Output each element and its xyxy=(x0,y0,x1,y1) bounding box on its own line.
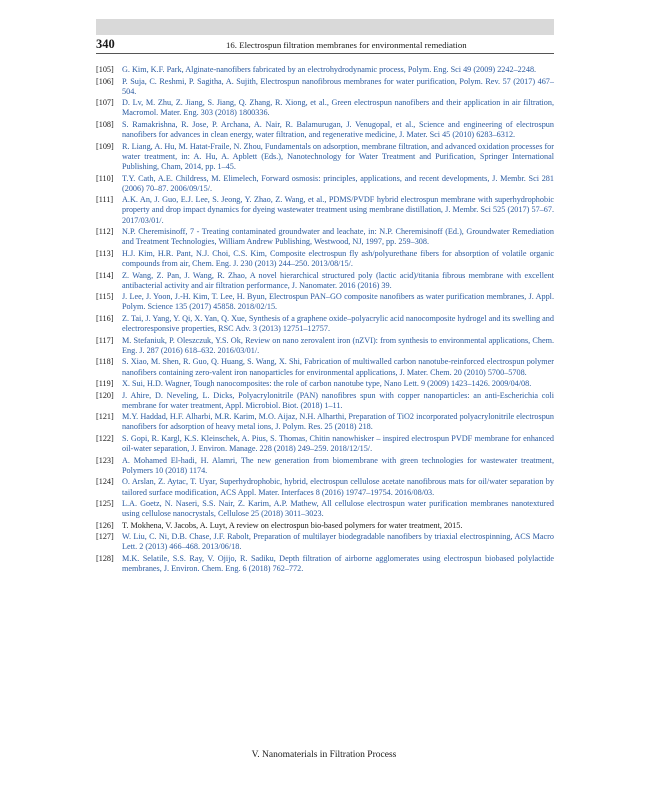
reference-item xyxy=(96,336,554,356)
reference-text[interactable]: T.Y. Cath, A.E. Childress, M. Elimelech, Forward osmosis: principles, applications, and recent developments, J. Membr. Sci 281 (2006) 70–87. 2006/09/15/. xyxy=(122,173,554,193)
reference-text[interactable]: G. Kim, K.F. Park, Alginate-nanofibers fabricated by an electrohydrodynamic process, Polym. Eng. Sci 49 (2009) 2242–2248. xyxy=(122,65,537,74)
reference-text[interactable]: R. Liang, A. Hu, M. Hatat-Fraile, N. Zhou, Fundamentals on adsorption, membrane filtration, and advanced oxidation processes for water treatment, in: A. Hu, A. Apblett (Eds.), Nanotechnology for Water Treatment and Purification, Springer International Publishing, Cham, 2014, pp. 1–45. xyxy=(122,141,554,172)
part-title-footer: V. Nanomaterials in Filtration Process xyxy=(251,750,397,760)
reference-item xyxy=(96,120,554,140)
reference-text[interactable]: S. Gopi, R. Kargl, K.S. Kleinschek, A. Pius, S. Thomas, Chitin nanowhisker – inspired electrospun PVDF membrane for enhanced oil-water separation, J. Environ. Manage. 228 (2018) 249–259. 2018/12/15/. xyxy=(122,433,554,454)
reference-item xyxy=(96,379,554,389)
reference-number: [120] xyxy=(96,390,114,400)
reference-item xyxy=(96,174,554,194)
reference-number: [126] xyxy=(96,520,114,530)
reference-text[interactable]: L.A. Goetz, N. Naseri, S.S. Nair, Z. Karim, A.P. Mathew, All cellulose electrospun water purification membranes nanotextured using cellulose nanocrystals, Cellulose 25 (2018) 3011–3023. xyxy=(122,499,554,519)
reference-text[interactable]: W. Liu, C. Ni, D.B. Chase, J.F. Rabolt, Preparation of multilayer biodegradable nanofibers by triaxial electrospinning, ACS Macro Lett. 2 (2013) 466–468. 2013/06/18. xyxy=(122,532,554,552)
reference-number: [116] xyxy=(96,313,114,323)
reference-number: [112] xyxy=(96,227,114,237)
page-number: 340 xyxy=(96,37,115,51)
reference-item xyxy=(96,249,554,269)
reference-item xyxy=(96,195,554,226)
reference-number: [122] xyxy=(96,433,114,443)
reference-text[interactable]: H.J. Kim, H.R. Pant, N.J. Choi, C.S. Kim, Composite electrospun fly ash/polyurethane fibers for absorption of volatile organic compounds from air, Chem. Eng. J. 230 (2013) 244–250. 2013/08/15/. xyxy=(122,248,554,269)
reference-text[interactable]: D. Lv, M. Zhu, Z. Jiang, S. Jiang, Q. Zhang, R. Xiong, et al., Green electrospun nanofibers and their application in air filtration, Macromol. Mater. Eng. 303 (2018) 1800336. xyxy=(122,98,554,118)
reference-number: [127] xyxy=(96,532,114,542)
reference-text[interactable]: M.K. Selatile, S.S. Ray, V. Ojijo, R. Sadiku, Depth filtration of airborne agglomerates using electrospun biobased polylactide membranes, J. Environ. Chem. Eng. 6 (2018) 762–772. xyxy=(122,553,554,574)
reference-text[interactable]: S. Ramakrishna, R. Jose, P. Archana, A. Nair, R. Balamurugan, J. Venugopal, et al., Science and engineering of electrospun nanofibers for advances in clean energy, water filtration, and regenerative medicine, J. Mater. Sci 45 (2010) 6283–6312. xyxy=(122,119,554,140)
reference-text[interactable]: X. Sui, H.D. Wagner, Tough nanocomposites: the role of carbon nanotube type, Nano Lett. 9 (2009) 1423–1426. 2009/04/08. xyxy=(122,379,532,389)
reference-item xyxy=(96,532,554,552)
reference-text[interactable]: S. Xiao, M. Shen, R. Guo, Q. Huang, S. Wang, X. Shi, Fabrication of multiwalled carbon nanotube-reinforced electrospun polymer nanofibers containing zero-valent iron nanoparticles for environmental applications, J. Mater. Chem. 20 (2010) 5700–5708. xyxy=(122,357,554,377)
reference-item xyxy=(96,434,554,454)
reference-text[interactable]: N.P. Cheremisinoff, 7 - Treating contaminated groundwater and leachate, in: N.P. Cheremisinoff (Ed.), Groundwater Remediation and Treatment Technologies, William Andrew Publishing, Westwood, NJ, 1997, pp. 259–308. xyxy=(122,227,554,247)
reference-number: [128] xyxy=(96,553,114,563)
reference-text[interactable]: M.Y. Haddad, H.F. Alharbi, M.R. Karim, M.O. Aijaz, N.H. Alharthi, Preparation of TiO2 incorporated polyacrylonitrile electrospun nanofibers for adsorption of heavy metal ions, J. Polym. Res. 25 (2018) 218. xyxy=(122,412,554,432)
reference-text[interactable]: P. Suja, C. Reshmi, P. Sagitha, A. Sujith, Electrospun nanofibrous membranes for water purification, Polym. Rev. 57 (2017) 467–504. xyxy=(122,76,554,96)
reference-item xyxy=(96,142,554,173)
reference-text[interactable]: M. Stefaniuk, P. Oleszczuk, Y.S. Ok, Review on nano zerovalent iron (nZVI): from synthesis to environmental applications, Chem. Eng. J. 287 (2016) 618–632. 2016/03/01/. xyxy=(122,335,554,355)
reference-item xyxy=(96,292,554,312)
reference-item xyxy=(96,521,554,531)
reference-text: T. Mokhena, V. Jacobs, A. Luyt, A review on electrospun bio-based polymers for water treatment, 2015. xyxy=(122,520,463,530)
reference-item xyxy=(96,456,554,476)
header-bar xyxy=(96,19,554,35)
reference-text[interactable]: Z. Tai, J. Yang, Y. Qi, X. Yan, Q. Xue, Synthesis of a graphene oxide–polyacrylic acid nanocomposite hydrogel and its swelling and electroresponsive properties, RSC Adv. 3 (2013) 12751–12757. xyxy=(122,313,554,334)
reference-number: [115] xyxy=(96,292,114,302)
reference-item xyxy=(96,65,554,75)
reference-item xyxy=(96,554,554,574)
reference-number: [108] xyxy=(96,119,114,129)
reference-number: [111] xyxy=(96,195,114,205)
reference-item xyxy=(96,314,554,334)
reference-number: [109] xyxy=(96,141,114,151)
reference-text[interactable]: A.K. An, J. Guo, E.J. Lee, S. Jeong, Y. Zhao, Z. Wang, et al., PDMS/PVDF hybrid electrospun membrane with superhydrophobic property and drop impact dynamics for dyeing wastewater treatment using membrane distillation, J. Membr. Sci 525 (2017) 57–67. 2017/03/01/. xyxy=(122,195,554,225)
reference-text[interactable]: J. Ahire, D. Neveling, L. Dicks, Polyacrylonitrile (PAN) nanofibres spun with copper nanoparticles: an anti-Escherichia coli membrane for water treatment, Appl. Microbiol. Biot. (2018) 1–11. xyxy=(122,390,554,410)
reference-item xyxy=(96,227,554,247)
reference-item xyxy=(96,271,554,291)
reference-item xyxy=(96,391,554,411)
reference-list xyxy=(96,65,554,576)
reference-item xyxy=(96,98,554,118)
reference-number: [117] xyxy=(96,335,114,345)
reference-text[interactable]: J. Lee, J. Yoon, J.-H. Kim, T. Lee, H. Byun, Electrospun PAN–GO composite nanofibers as water purification membranes, J. Appl. Polym. Science 135 (2017) 45858. 2018/02/15. xyxy=(122,292,554,312)
reference-number: [121] xyxy=(96,412,114,422)
reference-number: [123] xyxy=(96,455,114,465)
reference-text[interactable]: Z. Wang, Z. Pan, J. Wang, R. Zhao, A novel hierarchical structured poly (lactic acid)/titania fibrous membrane with excellent antibacterial activity and air filtration performance, J. Nanomater. 2016 (2016) 39. xyxy=(122,270,554,290)
reference-number: [107] xyxy=(96,98,114,108)
reference-number: [114] xyxy=(96,270,114,280)
reference-number: [119] xyxy=(96,379,114,389)
reference-number: [118] xyxy=(96,357,114,367)
reference-text[interactable]: O. Arslan, Z. Aytac, T. Uyar, Superhydrophobic, hybrid, electrospun cellulose acetate nanofibrous mats for oil/water separation by tailored surface modification, ACS Appl. Mater. Interfaces 8 (2016) 19747–19754. 2016/08/03. xyxy=(122,477,554,497)
reference-number: [124] xyxy=(96,477,114,487)
reference-item xyxy=(96,357,554,377)
reference-number: [113] xyxy=(96,248,114,258)
reference-item xyxy=(96,77,554,97)
reference-item xyxy=(96,477,554,497)
reference-item xyxy=(96,412,554,432)
reference-number: [105] xyxy=(96,65,114,74)
reference-text[interactable]: A. Mohamed El-hadi, H. Alamri, The new generation from biomembrane with green technologies for wastewater treatment, Polymers 10 (2018) 1174. xyxy=(122,455,554,475)
reference-number: [110] xyxy=(96,173,114,183)
reference-number: [106] xyxy=(96,76,114,86)
running-title: 16. Electrospun filtration membranes for environmental remediation xyxy=(226,40,467,50)
reference-number: [125] xyxy=(96,499,114,509)
reference-item xyxy=(96,499,554,519)
